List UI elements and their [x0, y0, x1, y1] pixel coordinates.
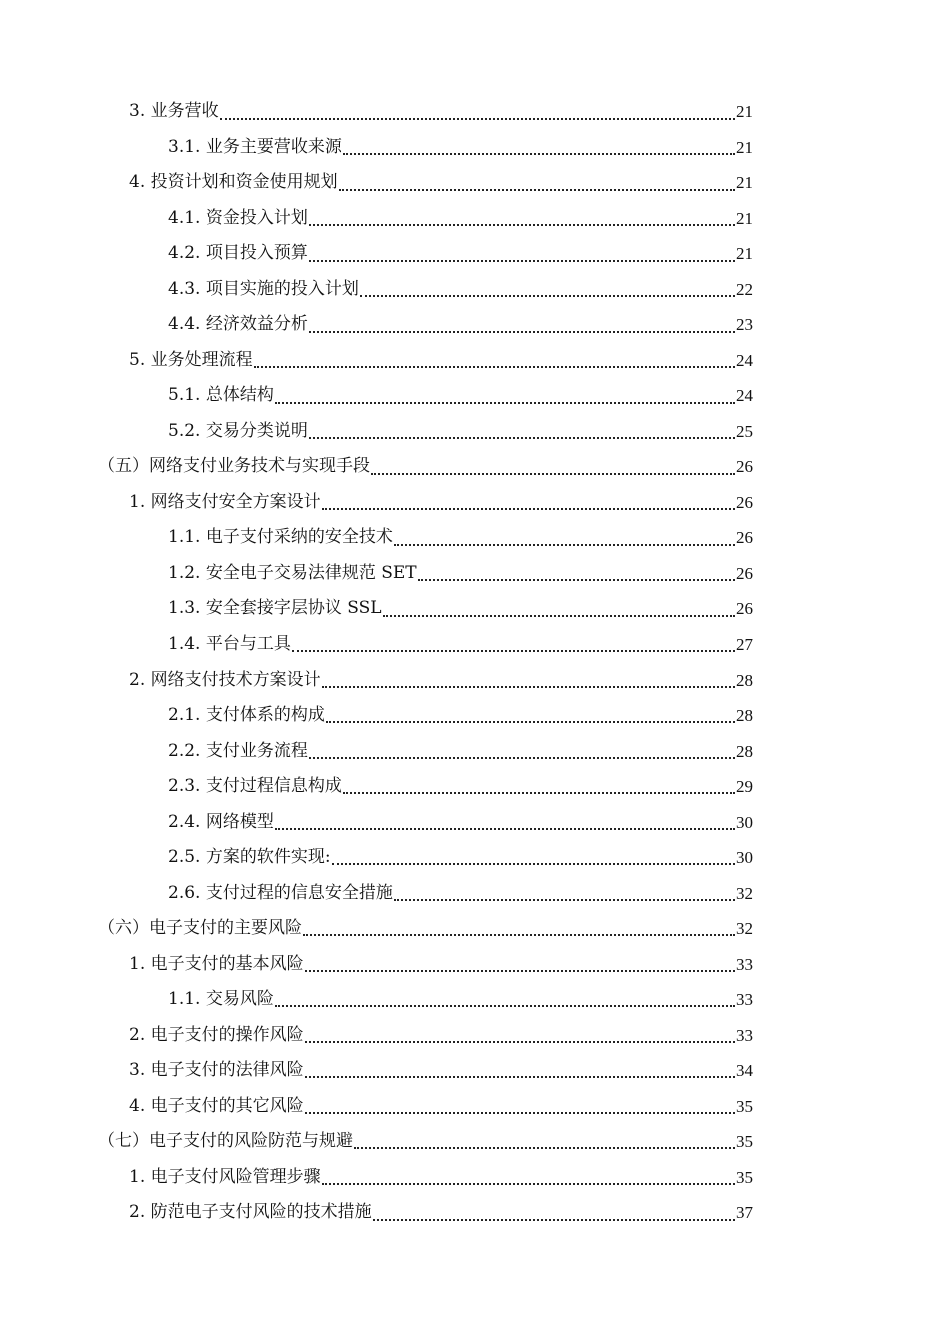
toc-entry-title: 2.1. 支付体系的构成: [168, 705, 325, 726]
toc-dot-leader: [360, 295, 735, 297]
toc-entry[interactable]: [0, 485, 950, 521]
toc-dot-leader: [418, 579, 735, 581]
toc-entry-page: 21: [736, 208, 753, 228]
toc-entry-title: （七）电子支付的风险防范与规避: [98, 1131, 353, 1152]
toc-dot-leader: [326, 721, 735, 723]
toc-entry-page: 24: [736, 386, 753, 406]
toc-entry-title: （六）电子支付的主要风险: [98, 918, 302, 939]
toc-entry-title: 1. 网络支付安全方案设计: [129, 491, 321, 512]
toc-entry-title: 1. 电子支付的基本风险: [129, 953, 304, 974]
toc-entry-title: 1.1. 电子支付采纳的安全技术: [168, 527, 393, 548]
toc-entry-page: 35: [736, 1132, 753, 1152]
toc-entry[interactable]: [0, 449, 950, 485]
toc-dot-leader: [275, 1005, 735, 1007]
toc-entry-page: 33: [736, 1025, 753, 1045]
toc-entry-page: 35: [736, 1096, 753, 1116]
toc-entry-page: 28: [736, 741, 753, 761]
toc-dot-leader: [371, 473, 735, 475]
toc-dot-leader: [373, 1219, 735, 1221]
toc-entry-title: 2. 防范电子支付风险的技术措施: [129, 1202, 372, 1223]
toc-entry-page: 37: [736, 1203, 753, 1223]
toc-entry[interactable]: [0, 911, 950, 947]
toc-entry[interactable]: [0, 946, 950, 982]
toc-dot-leader: [394, 544, 735, 546]
toc-entry-title: 5.2. 交易分类说明: [168, 420, 308, 441]
toc-entry-page: 32: [736, 919, 753, 939]
toc-entry-title: 2.5. 方案的软件实现:: [168, 847, 331, 868]
table-of-contents: [0, 94, 950, 1231]
toc-entry-title: 2.6. 支付过程的信息安全措施: [168, 882, 393, 903]
toc-entry-title: 4. 电子支付的其它风险: [129, 1095, 304, 1116]
toc-entry[interactable]: [0, 272, 950, 308]
toc-dot-leader: [322, 1183, 735, 1185]
toc-entry-title: 4.3. 项目实施的投入计划: [168, 278, 359, 299]
toc-entry[interactable]: [0, 236, 950, 272]
toc-entry-title: 3.1. 业务主要营收来源: [168, 136, 342, 157]
toc-dot-leader: [254, 366, 735, 368]
toc-entry-page: 26: [736, 599, 753, 619]
toc-entry[interactable]: [0, 698, 950, 734]
toc-entry-title: 1.3. 安全套接字层协议 SSL: [168, 598, 382, 619]
toc-entry-page: 26: [736, 492, 753, 512]
toc-entry[interactable]: [0, 556, 950, 592]
toc-dot-leader: [322, 686, 735, 688]
toc-entry-title: 4.4. 经济效益分析: [168, 314, 308, 335]
toc-entry-page: 23: [736, 315, 753, 335]
toc-dot-leader: [309, 331, 735, 333]
toc-dot-leader: [220, 118, 735, 120]
toc-entry-title: 3. 电子支付的法律风险: [129, 1060, 304, 1081]
toc-dot-leader: [305, 1041, 735, 1043]
toc-entry[interactable]: [0, 1124, 950, 1160]
toc-dot-leader: [339, 189, 735, 191]
toc-entry[interactable]: [0, 627, 950, 663]
toc-entry-title: 3. 业务营收: [129, 101, 219, 122]
toc-entry[interactable]: [0, 378, 950, 414]
toc-dot-leader: [305, 1076, 735, 1078]
toc-dot-leader: [303, 934, 735, 936]
toc-entry-page: 33: [736, 954, 753, 974]
toc-entry[interactable]: [0, 662, 950, 698]
toc-entry[interactable]: [0, 414, 950, 450]
toc-entry-page: 21: [736, 244, 753, 264]
toc-entry-title: 2. 网络支付技术方案设计: [129, 669, 321, 690]
toc-entry-page: 26: [736, 563, 753, 583]
toc-entry-page: 32: [736, 883, 753, 903]
toc-entry[interactable]: [0, 343, 950, 379]
toc-entry[interactable]: [0, 591, 950, 627]
toc-dot-leader: [383, 615, 735, 617]
toc-entry[interactable]: [0, 94, 950, 130]
toc-entry-page: 24: [736, 350, 753, 370]
toc-entry-title: 4.1. 资金投入计划: [168, 207, 308, 228]
toc-dot-leader: [322, 508, 735, 510]
toc-dot-leader: [354, 1147, 735, 1149]
toc-entry-title: 2. 电子支付的操作风险: [129, 1024, 304, 1045]
toc-entry-page: 21: [736, 137, 753, 157]
toc-entry[interactable]: [0, 1195, 950, 1231]
toc-entry-title: 4. 投资计划和资金使用规划: [129, 172, 338, 193]
toc-dot-leader: [394, 899, 735, 901]
toc-entry[interactable]: [0, 982, 950, 1018]
toc-entry-title: 5.1. 总体结构: [168, 385, 274, 406]
toc-entry-title: 4.2. 项目投入预算: [168, 243, 308, 264]
toc-entry[interactable]: [0, 733, 950, 769]
toc-dot-leader: [305, 1112, 735, 1114]
toc-entry[interactable]: [0, 165, 950, 201]
toc-dot-leader: [309, 757, 735, 759]
toc-entry-title: 2.2. 支付业务流程: [168, 740, 308, 761]
toc-dot-leader: [309, 260, 735, 262]
toc-entry-page: 33: [736, 990, 753, 1010]
toc-entry-page: 22: [736, 279, 753, 299]
toc-dot-leader: [309, 224, 735, 226]
toc-entry[interactable]: [0, 1053, 950, 1089]
toc-entry-page: 26: [736, 457, 753, 477]
toc-entry[interactable]: [0, 201, 950, 237]
toc-entry[interactable]: [0, 307, 950, 343]
toc-entry-page: 21: [736, 102, 753, 122]
toc-entry-title: 2.3. 支付过程信息构成: [168, 776, 342, 797]
toc-entry[interactable]: [0, 520, 950, 556]
toc-dot-leader: [292, 650, 735, 652]
toc-entry-page: 28: [736, 670, 753, 690]
toc-entry-page: 30: [736, 812, 753, 832]
toc-entry-page: 25: [736, 421, 753, 441]
toc-dot-leader: [275, 402, 735, 404]
toc-entry[interactable]: [0, 130, 950, 166]
toc-dot-leader: [275, 828, 735, 830]
toc-entry-title: 1.1. 交易风险: [168, 989, 274, 1010]
toc-dot-leader: [343, 153, 735, 155]
toc-entry[interactable]: [0, 804, 950, 840]
toc-entry[interactable]: [0, 875, 950, 911]
toc-entry-title: 1.4. 平台与工具: [168, 633, 291, 654]
toc-dot-leader: [343, 792, 735, 794]
toc-entry-page: 30: [736, 848, 753, 868]
toc-entry[interactable]: [0, 1017, 950, 1053]
toc-entry[interactable]: [0, 769, 950, 805]
toc-dot-leader: [309, 437, 735, 439]
toc-entry-title: 5. 业务处理流程: [129, 349, 253, 370]
toc-dot-leader: [332, 863, 735, 865]
toc-entry-page: 28: [736, 706, 753, 726]
toc-entry-page: 29: [736, 777, 753, 797]
toc-entry[interactable]: [0, 1088, 950, 1124]
toc-entry-page: 21: [736, 173, 753, 193]
toc-entry[interactable]: [0, 1159, 950, 1195]
toc-dot-leader: [305, 970, 735, 972]
toc-entry-title: 1.2. 安全电子交易法律规范 SET: [168, 562, 417, 583]
toc-entry-page: 26: [736, 528, 753, 548]
toc-entry-title: 1. 电子支付风险管理步骤: [129, 1166, 321, 1187]
toc-entry-title: （五）网络支付业务技术与实现手段: [98, 456, 370, 477]
toc-entry-page: 34: [736, 1061, 753, 1081]
toc-entry[interactable]: [0, 840, 950, 876]
toc-entry-title: 2.4. 网络模型: [168, 811, 274, 832]
toc-entry-page: 35: [736, 1167, 753, 1187]
toc-entry-page: 27: [736, 634, 753, 654]
